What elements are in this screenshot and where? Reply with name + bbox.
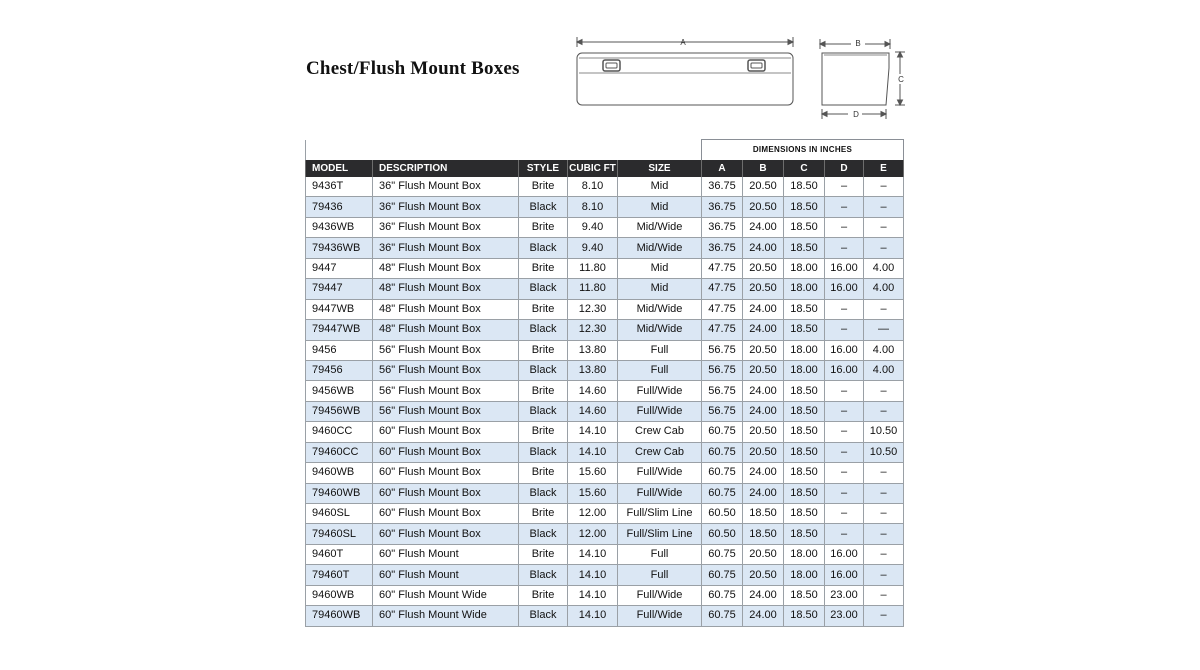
cell-dim-c: 18.50 [784,524,825,544]
cell-model: 79460CC [306,442,373,462]
dim-label-d: D [853,110,859,119]
cell-dim-a: 60.75 [702,442,743,462]
table-row [306,197,904,217]
cell-dim-c: 18.50 [784,442,825,462]
table-row [306,524,904,544]
column-header-b: B [743,160,784,177]
column-header-size: SIZE [618,160,702,177]
cell-description: 36" Flush Mount Box [373,197,519,217]
cell-dim-b: 24.00 [743,217,784,237]
cell-dim-b: 24.00 [743,606,784,626]
cell-dim-b: 24.00 [743,238,784,258]
cell-description: 60" Flush Mount Box [373,422,519,442]
table-row [306,381,904,401]
cell-style: Black [519,606,568,626]
cell-size: Mid/Wide [618,299,702,319]
cell-model: 9447 [306,258,373,278]
cell-dim-c: 18.50 [784,381,825,401]
cell-dim-a: 36.75 [702,217,743,237]
cell-size: Mid/Wide [618,217,702,237]
cell-description: 60" Flush Mount Box [373,504,519,524]
cell-dim-e: – [864,401,904,421]
cell-dim-b: 20.50 [743,565,784,585]
table-row [306,483,904,503]
cell-dim-d: – [825,422,864,442]
cell-dim-b: 20.50 [743,340,784,360]
cell-size: Full/Wide [618,585,702,605]
cell-dim-e: 4.00 [864,258,904,278]
cell-dim-b: 18.50 [743,524,784,544]
cell-dim-b: 24.00 [743,299,784,319]
cell-dim-c: 18.50 [784,177,825,197]
cell-dim-c: 18.00 [784,544,825,564]
cell-description: 56" Flush Mount Box [373,401,519,421]
cell-cubic-ft: 14.10 [568,442,618,462]
cell-dim-e: 10.50 [864,442,904,462]
table-row [306,360,904,380]
cell-model: 9436T [306,177,373,197]
column-header-d: D [825,160,864,177]
cell-size: Mid [618,258,702,278]
cell-model: 79460WB [306,606,373,626]
table-row [306,258,904,278]
cell-cubic-ft: 15.60 [568,463,618,483]
column-header-cubic-ft: CUBIC FT [568,160,618,177]
cell-style: Black [519,524,568,544]
table-group-header-row [306,140,904,161]
cell-cubic-ft: 12.00 [568,504,618,524]
cell-dim-a: 56.75 [702,340,743,360]
cell-style: Black [519,197,568,217]
cell-model: 9460SL [306,504,373,524]
table-row [306,217,904,237]
cell-dim-a: 36.75 [702,197,743,217]
cell-description: 60" Flush Mount Wide [373,585,519,605]
box-dimension-diagram [560,32,920,122]
cell-dim-d: 23.00 [825,606,864,626]
cell-dim-a: 56.75 [702,360,743,380]
cell-dim-b: 24.00 [743,320,784,340]
cell-style: Black [519,320,568,340]
cell-dim-e: – [864,197,904,217]
cell-model: 79460WB [306,483,373,503]
cell-description: 60" Flush Mount [373,544,519,564]
cell-size: Mid [618,197,702,217]
cell-dim-b: 20.50 [743,544,784,564]
cell-size: Full/Wide [618,463,702,483]
cell-dim-d: 16.00 [825,565,864,585]
cell-dim-d: – [825,463,864,483]
cell-dim-b: 24.00 [743,401,784,421]
cell-size: Crew Cab [618,442,702,462]
cell-style: Black [519,483,568,503]
cell-dim-e: – [864,565,904,585]
cell-style: Black [519,238,568,258]
page-title: Chest/Flush Mount Boxes [306,58,520,79]
cell-cubic-ft: 11.80 [568,258,618,278]
cell-model: 9460WB [306,585,373,605]
cell-model: 9447WB [306,299,373,319]
cell-dim-d: – [825,401,864,421]
cell-description: 56" Flush Mount Box [373,340,519,360]
cell-cubic-ft: 9.40 [568,238,618,258]
cell-description: 48" Flush Mount Box [373,258,519,278]
cell-dim-d: – [825,483,864,503]
cell-dim-c: 18.50 [784,299,825,319]
cell-dim-b: 20.50 [743,279,784,299]
cell-cubic-ft: 12.30 [568,299,618,319]
cell-dim-c: 18.00 [784,258,825,278]
cell-description: 36" Flush Mount Box [373,238,519,258]
cell-dim-b: 24.00 [743,381,784,401]
cell-model: 9460T [306,544,373,564]
cell-size: Crew Cab [618,422,702,442]
cell-dim-d: 16.00 [825,279,864,299]
table-row [306,279,904,299]
cell-size: Full/Wide [618,401,702,421]
cell-size: Mid/Wide [618,238,702,258]
cell-dim-a: 47.75 [702,320,743,340]
cell-dim-a: 36.75 [702,177,743,197]
cell-dim-b: 20.50 [743,197,784,217]
cell-dim-a: 60.75 [702,422,743,442]
table-header-row [306,160,904,177]
cell-dim-b: 20.50 [743,360,784,380]
cell-dim-d: – [825,177,864,197]
cell-dim-a: 60.75 [702,565,743,585]
table-row [306,422,904,442]
cell-dim-c: 18.00 [784,565,825,585]
cell-cubic-ft: 15.60 [568,483,618,503]
front-view [577,37,793,105]
cell-cubic-ft: 13.80 [568,360,618,380]
cell-cubic-ft: 14.60 [568,401,618,421]
cell-dim-c: 18.50 [784,217,825,237]
cell-dim-c: 18.50 [784,401,825,421]
cell-description: 56" Flush Mount Box [373,381,519,401]
cell-dim-c: 18.00 [784,360,825,380]
cell-dim-e: – [864,483,904,503]
column-header-a: A [702,160,743,177]
table-row [306,504,904,524]
cell-dim-d: – [825,299,864,319]
cell-dim-d: 23.00 [825,585,864,605]
cell-dim-c: 18.50 [784,463,825,483]
flush-mount-box-table [305,139,904,627]
cell-cubic-ft: 8.10 [568,177,618,197]
cell-dim-b: 20.50 [743,177,784,197]
cell-model: 79460SL [306,524,373,544]
cell-dim-d: 16.00 [825,544,864,564]
cell-style: Black [519,279,568,299]
cell-description: 56" Flush Mount Box [373,360,519,380]
cell-description: 60" Flush Mount Box [373,442,519,462]
table-row [306,442,904,462]
cell-dim-d: – [825,320,864,340]
cell-cubic-ft: 12.00 [568,524,618,544]
cell-size: Full [618,340,702,360]
dim-label-a: A [680,38,686,47]
cell-dim-d: – [825,504,864,524]
cell-dim-a: 56.75 [702,401,743,421]
cell-model: 79456 [306,360,373,380]
cell-size: Full [618,544,702,564]
cell-cubic-ft: 9.40 [568,217,618,237]
cell-cubic-ft: 12.30 [568,320,618,340]
dim-label-b: B [855,39,861,48]
cell-dim-e: – [864,299,904,319]
cell-size: Mid [618,279,702,299]
cell-dim-c: 18.50 [784,606,825,626]
cell-dim-e: — [864,320,904,340]
cell-dim-a: 60.75 [702,606,743,626]
cell-description: 36" Flush Mount Box [373,217,519,237]
column-header-description: DESCRIPTION [373,160,519,177]
cell-style: Brite [519,340,568,360]
table-body [306,177,904,626]
cell-dim-d: – [825,238,864,258]
cell-dim-b: 20.50 [743,442,784,462]
cell-description: 36" Flush Mount Box [373,177,519,197]
cell-style: Brite [519,422,568,442]
cell-dim-d: – [825,217,864,237]
cell-cubic-ft: 14.10 [568,585,618,605]
cell-description: 48" Flush Mount Box [373,299,519,319]
side-view [820,39,905,119]
cell-description: 48" Flush Mount Box [373,320,519,340]
cell-dim-e: 4.00 [864,279,904,299]
cell-dim-b: 20.50 [743,422,784,442]
cell-description: 48" Flush Mount Box [373,279,519,299]
cell-dim-e: – [864,544,904,564]
cell-dim-c: 18.00 [784,279,825,299]
cell-dim-b: 20.50 [743,258,784,278]
cell-style: Brite [519,504,568,524]
cell-description: 60" Flush Mount Box [373,463,519,483]
cell-cubic-ft: 14.10 [568,606,618,626]
cell-model: 79447WB [306,320,373,340]
table-row [306,177,904,197]
cell-dim-e: 4.00 [864,340,904,360]
cell-dim-e: – [864,217,904,237]
cell-dim-a: 47.75 [702,279,743,299]
cell-style: Black [519,565,568,585]
table-row [306,401,904,421]
table-row [306,299,904,319]
cell-size: Full/Wide [618,381,702,401]
cell-model: 79456WB [306,401,373,421]
cell-dim-d: 16.00 [825,340,864,360]
cell-size: Full [618,565,702,585]
table-row [306,340,904,360]
cell-cubic-ft: 8.10 [568,197,618,217]
cell-description: 60" Flush Mount [373,565,519,585]
cell-dim-e: – [864,524,904,544]
cell-dim-d: 16.00 [825,360,864,380]
cell-cubic-ft: 13.80 [568,340,618,360]
table-row [306,585,904,605]
cell-model: 79447 [306,279,373,299]
cell-dim-d: – [825,524,864,544]
cell-dim-a: 56.75 [702,381,743,401]
cell-model: 9456WB [306,381,373,401]
cell-style: Brite [519,585,568,605]
cell-model: 79460T [306,565,373,585]
cell-dim-b: 18.50 [743,504,784,524]
cell-dim-d: – [825,381,864,401]
cell-dim-c: 18.50 [784,197,825,217]
cell-size: Full/Slim Line [618,524,702,544]
cell-dim-b: 24.00 [743,483,784,503]
cell-description: 60" Flush Mount Wide [373,606,519,626]
table-row [306,565,904,585]
column-header-c: C [784,160,825,177]
cell-size: Mid [618,177,702,197]
cell-dim-a: 60.75 [702,544,743,564]
cell-dim-c: 18.50 [784,238,825,258]
cell-dim-e: 10.50 [864,422,904,442]
cell-dim-c: 18.50 [784,483,825,503]
cell-size: Full/Slim Line [618,504,702,524]
column-header-style: STYLE [519,160,568,177]
cell-dim-e: – [864,585,904,605]
cell-dim-d: – [825,197,864,217]
cell-style: Brite [519,177,568,197]
cell-dim-b: 24.00 [743,463,784,483]
cell-style: Brite [519,217,568,237]
cell-size: Full/Wide [618,483,702,503]
cell-dim-e: – [864,606,904,626]
table-row [306,238,904,258]
table-row [306,463,904,483]
cell-dim-c: 18.50 [784,504,825,524]
cell-dim-e: – [864,177,904,197]
cell-style: Black [519,442,568,462]
cell-dim-e: – [864,238,904,258]
cell-style: Brite [519,258,568,278]
table-row [306,606,904,626]
cell-description: 60" Flush Mount Box [373,524,519,544]
table-row [306,320,904,340]
cell-model: 9436WB [306,217,373,237]
cell-dim-a: 47.75 [702,258,743,278]
cell-style: Black [519,360,568,380]
cell-size: Mid/Wide [618,320,702,340]
cell-dim-a: 47.75 [702,299,743,319]
dim-label-c: C [898,75,904,84]
cell-cubic-ft: 11.80 [568,279,618,299]
cell-model: 9456 [306,340,373,360]
cell-dim-a: 60.75 [702,585,743,605]
cell-description: 60" Flush Mount Box [373,483,519,503]
cell-dim-a: 60.75 [702,463,743,483]
cell-dim-a: 60.50 [702,524,743,544]
cell-dim-e: – [864,504,904,524]
cell-cubic-ft: 14.10 [568,422,618,442]
column-header-model: MODEL [306,160,373,177]
cell-model: 9460CC [306,422,373,442]
cell-cubic-ft: 14.10 [568,565,618,585]
cell-style: Brite [519,463,568,483]
cell-dim-d: – [825,442,864,462]
cell-style: Black [519,401,568,421]
cell-dim-a: 36.75 [702,238,743,258]
cell-dim-c: 18.50 [784,422,825,442]
table-row [306,544,904,564]
cell-style: Brite [519,544,568,564]
cell-model: 79436 [306,197,373,217]
cell-dim-e: 4.00 [864,360,904,380]
cell-cubic-ft: 14.60 [568,381,618,401]
cell-model: 9460WB [306,463,373,483]
cell-dim-b: 24.00 [743,585,784,605]
cell-style: Brite [519,381,568,401]
cell-dim-d: 16.00 [825,258,864,278]
cell-style: Brite [519,299,568,319]
cell-dim-e: – [864,381,904,401]
cell-cubic-ft: 14.10 [568,544,618,564]
cell-model: 79436WB [306,238,373,258]
cell-dim-a: 60.50 [702,504,743,524]
cell-dim-c: 18.50 [784,585,825,605]
cell-dim-c: 18.00 [784,340,825,360]
cell-dim-e: – [864,463,904,483]
column-header-e: E [864,160,904,177]
cell-size: Full/Wide [618,606,702,626]
dimensions-group-header: DIMENSIONS IN INCHES [702,140,904,161]
cell-dim-c: 18.50 [784,320,825,340]
cell-dim-a: 60.75 [702,483,743,503]
cell-size: Full [618,360,702,380]
